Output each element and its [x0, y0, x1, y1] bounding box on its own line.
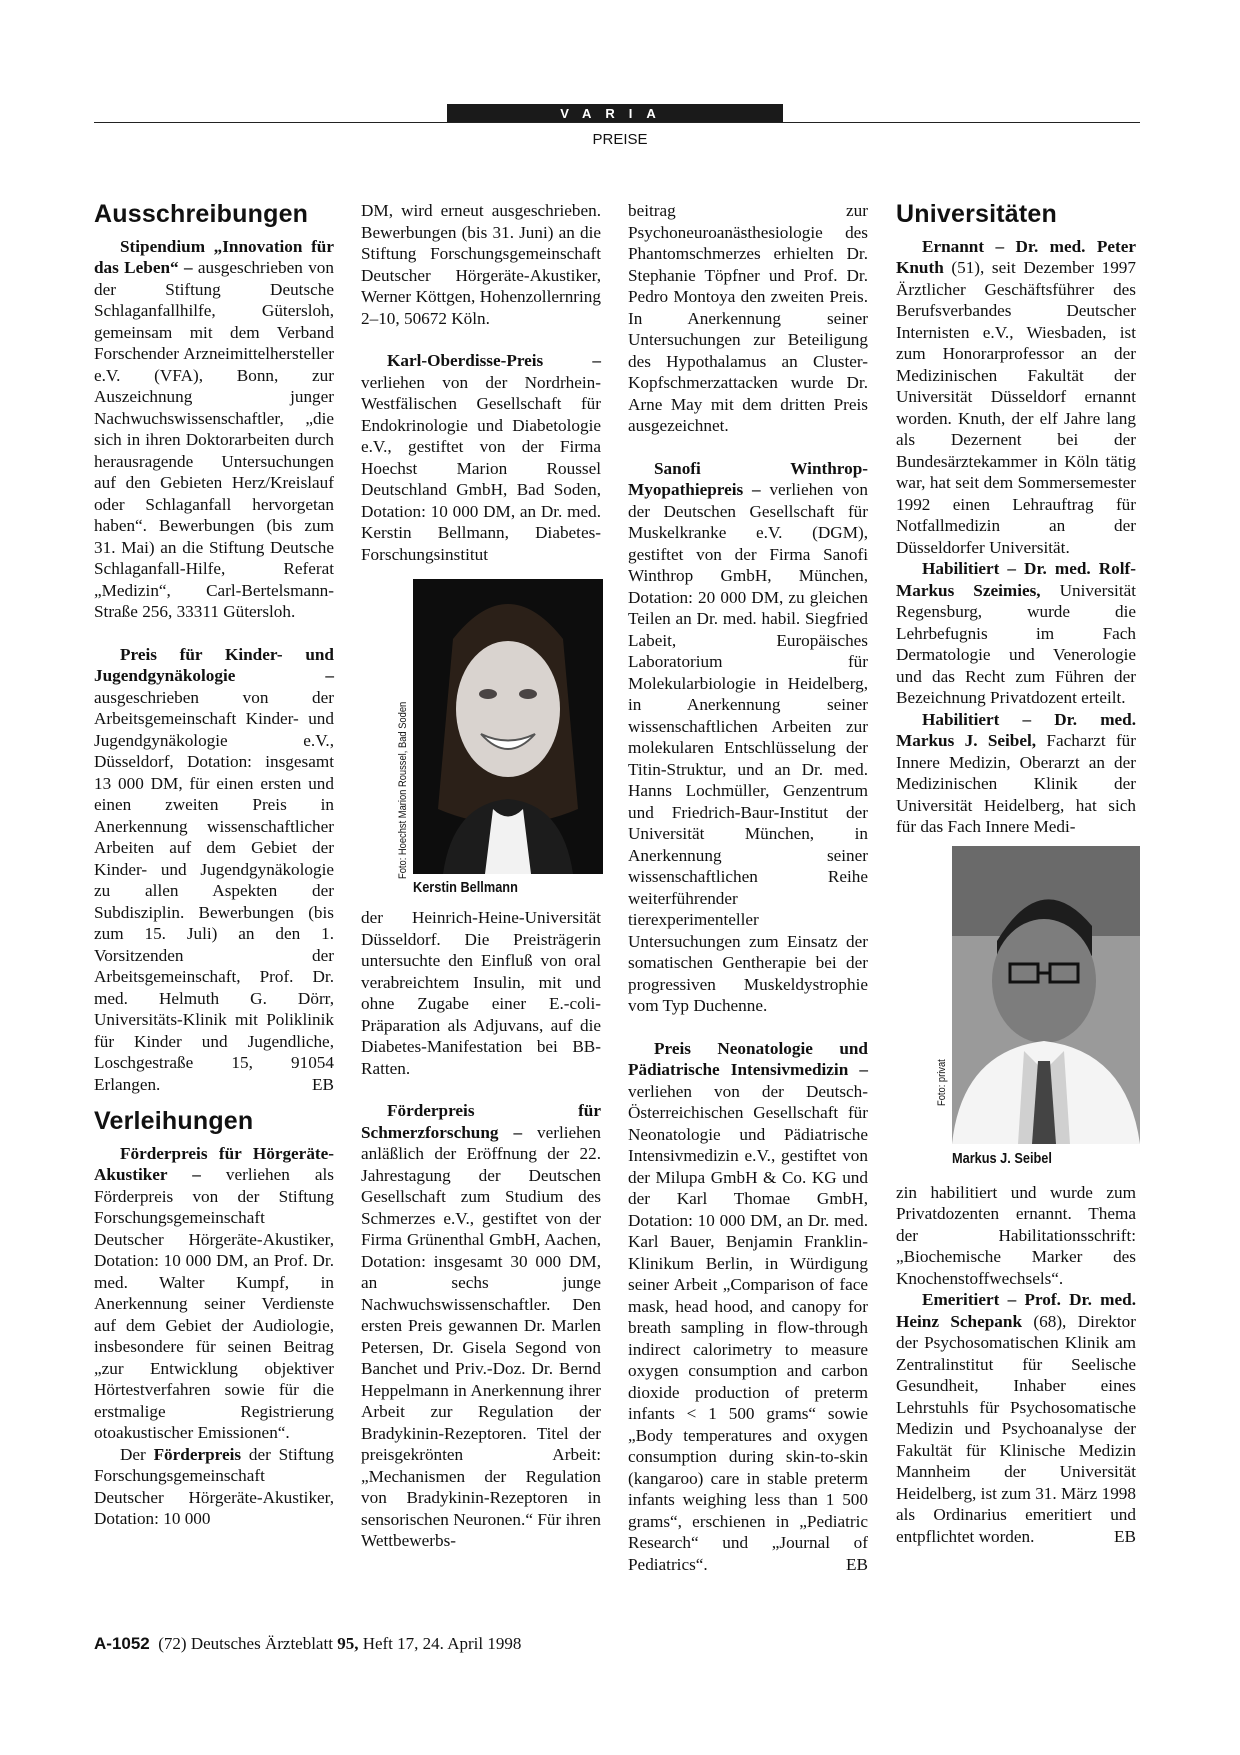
- portrait-image: [952, 846, 1140, 1144]
- page-footer: [94, 1634, 521, 1654]
- column-2: [361, 200, 601, 1552]
- author-sign: EB: [1114, 1526, 1136, 1546]
- article-text: ausgeschrieben von der Stiftung Deutsche Schlaganfallhilfe, Gütersloh, gemeinsam mit dem Verband Forschender Arzneimittelhersteller e.V. (VFA), Bonn, zur Auszeichnung junger Nachwuchswissenschaftler, „die sich in ihren Doktorarbeiten durch herausragende Untersuchungen auf den Gebieten Herz/Kreislauf oder Schlaganfall hervorgetan haben“. Bewerbungen (bis zum 31. Mai) an die Stiftung Deutsche Schlaganfall-Hilfe, Referat „Medizin“, Carl-Bertelsmann-Straße 256, 33311 Gütersloh.: [94, 258, 334, 621]
- section-title: PREISE: [592, 131, 648, 148]
- page-number: A-1052: [94, 1634, 150, 1653]
- column-4: [896, 200, 1136, 1547]
- article-knuth: [896, 236, 1136, 559]
- column-3: [628, 200, 868, 1575]
- article-text: Universität Regensburg, wurde die Lehrbefugnis im Fach Dermatologie und Venerologie und das Recht zum Führen der Bezeichnung Privatdozent erteilt.: [896, 580, 1136, 707]
- portrait-photo: [952, 846, 1140, 1144]
- article-sanofi: [628, 458, 868, 1017]
- article-title: Ernannt – Dr. med. Peter Knuth: [896, 236, 1136, 277]
- article-title: Förderpreis für Schmerzforschung –: [361, 1101, 601, 1142]
- article-text: der Stiftung Forschungsgemeinschaft Deutscher Hörgeräte-Akustiker, Dotation: 10 000: [94, 1444, 334, 1528]
- article-title: Sanofi Winthrop-Myopathiepreis –: [628, 458, 868, 499]
- article-text: Facharzt für Innere Medizin, Oberarzt an der Medizinischen Klinik der Universität Heidelberg, hat sich für das Fach Innere Medi-: [896, 731, 1136, 836]
- photo-block-bellmann: [361, 579, 601, 899]
- article-text: verliehen von der Deutsch-Österreichischen Gesellschaft für Neonatologie und Pädiatrische Intensivmedizin e.V., gestiftet von der Milupa GmbH & Co. KG und der Karl Thomae GmbH, Dotation: 10 000 DM, an Dr. med. Karl Bauer, Benjamin Franklin-Klinikum Berlin, in Würdigung seiner Arbeit „Comparison of face mask, head hood, and canopy for breath sampling in flow-through indirect calorimetry to measure oxygen consumption and carbon dioxide production of preterm infants < 1 500 grams“ sowie „Body temperatures and oxygen consumption during skin-to-skin (kangaroo) care in stable preterm infants weighing less than 1 500 grams“, erschienen in „Pediatric Research“ und „Journal of Pediatrics“.: [628, 1081, 868, 1574]
- article-schepank: [896, 1289, 1136, 1547]
- photo-block-seibel: [896, 846, 1136, 1176]
- photo-credit: Foto: privat: [936, 1058, 948, 1106]
- photo-caption: Kerstin Bellmann: [413, 879, 518, 896]
- article-title: Karl-Oberdisse-Preis –: [387, 351, 601, 370]
- photo-credit: Foto: Hoechst Marion Roussel, Bad Soden: [397, 701, 409, 879]
- article-text: verliehen von der Deutschen Gesellschaft für Muskelkranke e.V. (DGM), gestiftet von der Firma Sanofi Winthrop GmbH, München, Dotation: 20 000 DM, zu gleichen Teilen an Dr. med. habil. Siegfried Labeit, Europäisches Laboratorium für Molekularbiologie in Heidelberg, in Anerkennung seiner wissenschaftlichen Arbeiten zur molekularen Entschlüsselung der Titin-Struktur, und an Dr. med. Hanns Lochmüller, Genzentrum und Friedrich-Baur-Institut der Universität München, in Anerkennung seiner wissenschaftlichen Reihe weiterführender tierexperimenteller Untersuchungen zum Einsatz der somatischen Gentherapie bei der progressiven Muskeldystrophie vom Typ Duchenne.: [628, 480, 868, 1015]
- article-text: verliehen von der Nordrhein-Westfälischen Gesellschaft für Endokrinologie und Diabetologie e.V., gestiftet von der Firma Hoechst Marion Roussel Deutschland GmbH, Bad Soden, Dotation: 10 000 DM, an Dr. med. Kerstin Bellmann, Diabetes-Forschungsinstitut: [361, 372, 601, 564]
- footer-volume: 95,: [337, 1634, 359, 1653]
- article-text: ausgeschrieben von der Arbeitsgemeinschaft Kinder- und Jugendgynäkologie e.V., Düsseldorf, Dotation: insgesamt 13 000 DM, für einen ersten und einen zweiten Preis in Anerkennung wissenschaftlicher Arbeiten auf dem Gebiet der Kinder- und Jugendgynäkologie zu allen Aspekten der Subdisziplin. Bewerbungen (bis zum 15. Juli) an den 1. Vorsitzenden der Arbeitsgemeinschaft, Prof. Dr. med. Helmuth G. Dörr, Universitäts-Klinik mit Poliklinik für Kinder und Jugendliche, Loschgestraße 15, 91054 Erlangen.: [94, 687, 334, 1094]
- article-text-continued: der Heinrich-Heine-Universität Düsseldorf. Die Preisträgerin untersuchte den Einfluß von oral verabreichtem Insulin, mit und ohne Zugabe einer E.-coli-Präparation als Adjuvans, auf die Diabetes-Manifestation bei BB-Ratten.: [361, 908, 601, 1078]
- article-schmerzforschung: [361, 1100, 601, 1552]
- article-title: Emeritiert – Prof. Dr. med. Heinz Schepank: [896, 1290, 1136, 1331]
- photo-caption: Markus J. Seibel: [952, 1149, 1052, 1167]
- article-text: verliehen als Förderpreis von der Stiftung Forschungsgemeinschaft Deutscher Hörgeräte-Akustiker, Dotation: 10 000 DM, an Prof. Dr. med. Walter Kumpf, in Anerkennung seiner Verdienste auf dem Gebiet der Audiologie, insbesondere für seinen Beitrag „zur Entwicklung objektiver Hörtestverfahren sowie für die erstmalige Registrierung otoakustischer Emissionen“.: [94, 1165, 334, 1442]
- column-1: [94, 200, 334, 1530]
- article-hoergeraete: [94, 1143, 334, 1444]
- article-title: Preis Neonatologie und Pädiatrische Intensivmedizin –: [628, 1038, 868, 1079]
- heading-verleihungen: Verleihungen: [94, 1107, 254, 1135]
- heading-ausschreibungen: Ausschreibungen: [94, 200, 309, 228]
- article-kindergynaekologie: [94, 644, 334, 1096]
- rubric-bar: VARIA: [447, 104, 783, 123]
- article-text-continued: DM, wird erneut ausgeschrieben. Bewerbungen (bis 31. Juni) an die Stiftung Forschungsgemeinschaft Deutscher Hörgeräte-Akustiker, Werner Köttgen, Hohenzollernring 2–10, 50672 Köln.: [361, 201, 601, 328]
- article-title: Habilitiert – Dr. med. Markus J. Seibel,: [896, 709, 1136, 750]
- text-fragment: Der: [120, 1444, 154, 1464]
- article-title: Preis für Kinder- und Jugendgynäkologie –: [94, 644, 334, 685]
- article-text: (51), seit Dezember 1997 Ärztlicher Geschäftsführer des Berufsverbandes Deutscher Internisten e.V., Wiesbaden, ist zum Honorarprofessor an der Medizinischen Fakultät der Universität Düsseldorf ernannt worden. Knuth, der elf Jahre lang als Dezernent bei der Bundesärztekammer in Köln tätig war, hat seit dem Sommersemester 1992 einen Lehrauftrag für Notfallmedizin an der Düsseldorfer Universität.: [896, 258, 1136, 557]
- footer-source: (72) Deutsches Ärzteblatt: [158, 1634, 338, 1653]
- article-text-continued: beitrag zur Psychoneuroanästhesiologie des Phantomschmerzes erhielten Dr. Stephanie Töpfner und Prof. Dr. Pedro Montoya den zweiten Preis. In Anerkennung seiner Untersuchungen zur Beteiligung des Hypothalamus an Cluster-Kopfschmerzattacken wurde Dr. Arne May mit dem dritten Preis ausgezeichnet.: [628, 201, 868, 435]
- article-text-continued: zin habilitiert und wurde zum Privatdozenten ernannt. Thema der Habilitationsschrift: „Biochemische Marker des Knochenstoffwechsels“.: [896, 1182, 1136, 1288]
- article-seibel: [896, 709, 1136, 838]
- article-title: Habilitiert – Dr. med. Rolf-Markus Szeimies,: [896, 559, 1136, 600]
- author-sign: EB: [846, 1554, 868, 1574]
- author-sign: EB: [312, 1074, 334, 1094]
- article-stipendium: [94, 236, 334, 623]
- article-neonatologie: [628, 1038, 868, 1576]
- article-szeimies: [896, 558, 1136, 709]
- article-text: (68), Direktor der Psychosomatischen Klinik am Zentralinstitut für Seelische Gesundheit, Inhaber eines Lehrstuhls für Psychosomatische Medizin und Psychoanalyse der Fakultät für Klinische Medizin Mannheim der Universität Heidelberg, ist zum 31. März 1998 als Ordinarius emeritiert und entpflichtet worden.: [896, 1311, 1136, 1546]
- article-karl-oberdisse: [361, 350, 601, 565]
- article-title: Stipendium „Innovation für das Leben“ –: [94, 236, 334, 277]
- portrait-image: [413, 579, 603, 874]
- header-rule: [94, 122, 1140, 123]
- article-foerderpreis: [94, 1444, 334, 1530]
- footer-issue: Heft 17, 24. April 1998: [358, 1634, 522, 1653]
- article-text: verliehen anläßlich der Eröffnung der 22. Jahrestagung der Deutschen Gesellschaft zum Studium des Schmerzes e.V., gestiftet von der Firma Grünenthal GmbH, Aachen, Dotation: insgesamt 30 000 DM, an sechs junge Nachwuchswissenschaftler. Den ersten Preis gewannen Dr. Marlen Petersen, Dr. Gisela Segond von Banchet und Priv.-Doz. Dr. Bernd Heppelmann in Anerkennung ihrer Arbeit zur Regulation der Bradykinin-Rezeptoren. Titel der preisgekrönten Arbeit: „Mechanismen der Regulation von Bradykinin-Rezeptoren in sensorischen Neuronen.“ Für ihren Wettbewerbs-: [361, 1122, 601, 1550]
- article-title: Förderpreis für Hörgeräte-Akustiker –: [94, 1143, 334, 1184]
- heading-universitaeten: Universitäten: [896, 200, 1057, 228]
- article-title: Förderpreis: [153, 1444, 242, 1464]
- portrait-photo: [413, 579, 603, 874]
